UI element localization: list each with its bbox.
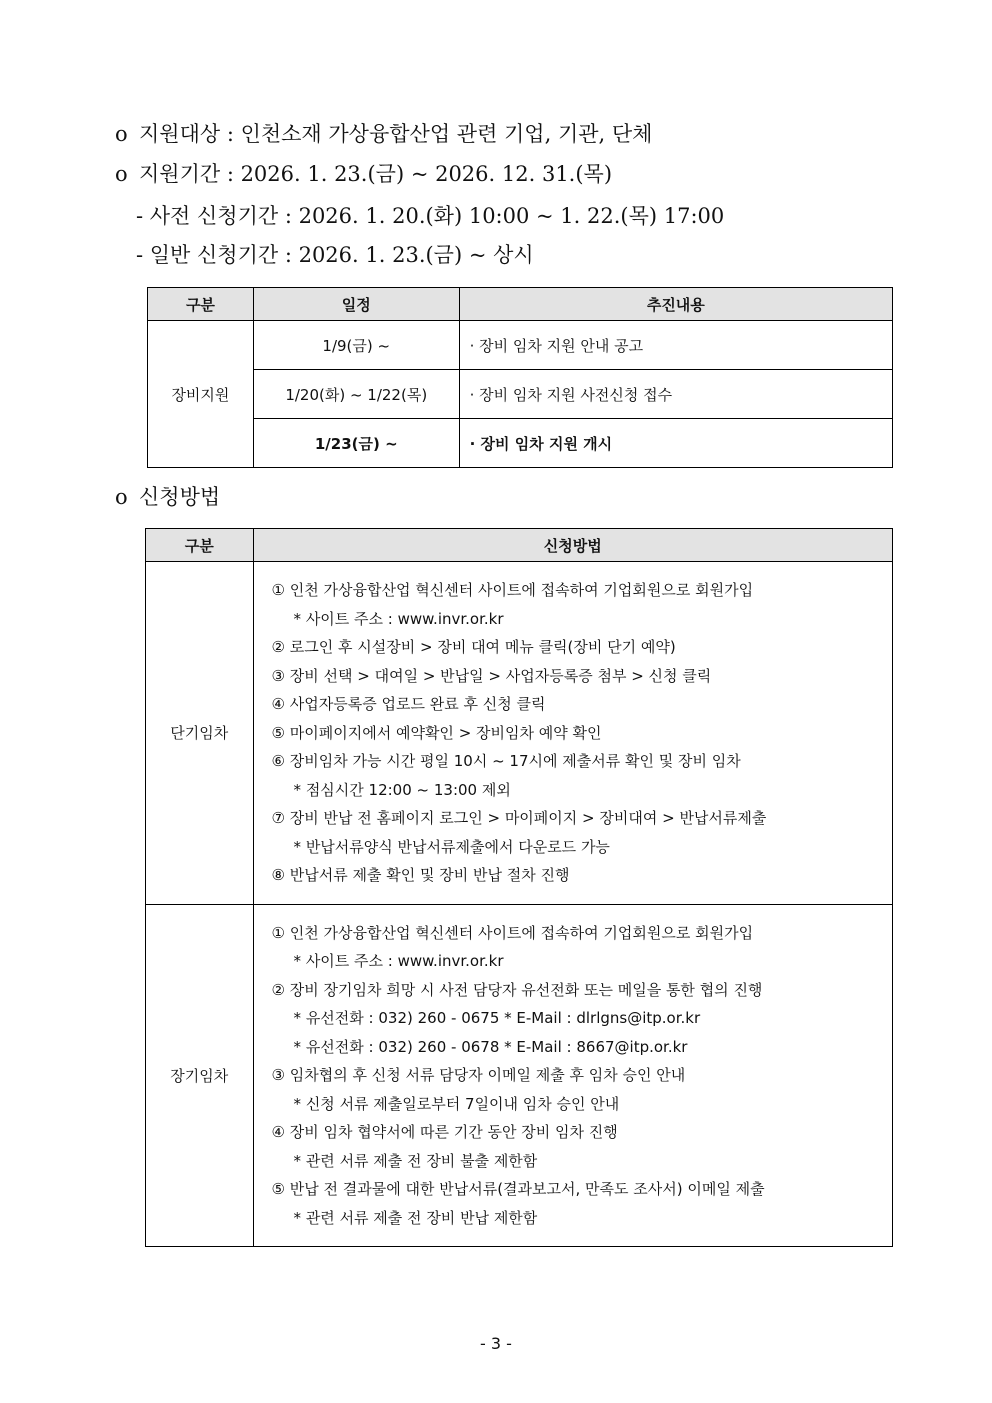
period-line xyxy=(115,158,612,188)
list-item-note: * 사이트 주소 : www.invr.or.kr xyxy=(293,952,504,970)
general-apply-period: - 일반 신청기간 : 2026. 1. 23.(금) ~ 상시 xyxy=(136,243,534,267)
schedule-date: 1/20(화) ~ 1/22(목) xyxy=(253,370,459,419)
method-header-row xyxy=(146,529,893,562)
list-item: ④ 사업자등록증 업로드 완료 후 신청 클릭 xyxy=(271,695,546,713)
list-item-note: * 관련 서류 제출 전 장비 불출 제한함 xyxy=(293,1151,538,1170)
schedule-header-row xyxy=(148,288,893,321)
bullet: o xyxy=(115,162,128,186)
long-term-row xyxy=(146,904,893,1247)
list-item: ③ 임차협의 후 신청 서류 담당자 이메일 제출 후 임차 승인 안내 xyxy=(271,1066,686,1084)
method-table xyxy=(145,528,893,1247)
list-item-note: * 사이트 주소 : www.invr.or.kr xyxy=(293,609,504,628)
header-method: 신청방법 xyxy=(253,529,892,562)
list-item-note: * 유선전화 : 032) 260 - 0675 * E-Mail : dlrlgns@itp.or.kr xyxy=(293,1009,701,1027)
schedule-content: · 장비 임차 지원 안내 공고 xyxy=(459,321,892,370)
list-item-note: * 관련 서류 제출 전 장비 반납 제한함 xyxy=(293,1208,538,1227)
long-term-label: 장기임차 xyxy=(146,904,254,1247)
list-item-note: * 신청 서류 제출일로부터 7일이내 임차 승인 안내 xyxy=(293,1094,620,1113)
period-text: 지원기간 : 2026. 1. 23.(금) ~ 2026. 12. 31.(목) xyxy=(139,162,613,186)
list-item-note: * 점심시간 12:00 ~ 13:00 제외 xyxy=(293,780,511,799)
page-number: - 3 - xyxy=(480,1334,512,1353)
table-row xyxy=(148,419,893,468)
schedule-content: · 장비 임차 지원 사전신청 접수 xyxy=(459,370,892,419)
list-item: ⑦ 장비 반납 전 홈페이지 로그인 > 마이페이지 > 장비대여 > 반납서류제출 xyxy=(271,809,767,827)
list-item: ① 인천 가상융합산업 혁신센터 사이트에 접속하여 기업회원으로 회원가입 xyxy=(271,923,754,942)
header-date: 일정 xyxy=(253,288,459,321)
list-item: ② 장비 장기임차 희망 시 사전 담당자 유선전화 또는 메일을 통한 협의 진행 xyxy=(271,980,763,999)
schedule-date: 1/23(금) ~ xyxy=(253,419,459,468)
short-term-label: 단기임차 xyxy=(146,562,254,905)
list-item: ① 인천 가상융합산업 혁신센터 사이트에 접속하여 기업회원으로 회원가입 xyxy=(271,581,754,599)
short-term-steps xyxy=(253,562,892,905)
bullet: o xyxy=(115,485,128,509)
schedule-date: 1/9(금) ~ xyxy=(253,321,459,370)
pre-apply-period: - 사전 신청기간 : 2026. 1. 20.(화) 10:00 ~ 1. 22.(목) 17:00 xyxy=(136,204,725,228)
header-category: 구분 xyxy=(146,529,254,562)
method-section-title xyxy=(115,481,220,511)
bullet: o xyxy=(115,122,128,146)
list-item: ② 로그인 후 시설장비 > 장비 대여 메뉴 클릭(장비 단기 예약) xyxy=(271,638,676,656)
list-item: ⑤ 마이페이지에서 예약확인 > 장비임차 예약 확인 xyxy=(271,723,602,742)
header-content: 추진내용 xyxy=(459,288,892,321)
table-row xyxy=(148,321,893,370)
list-item: ③ 장비 선택 > 대여일 > 반납일 > 사업자등록증 첨부 > 신청 클릭 xyxy=(271,666,712,685)
list-item: ④ 장비 임차 협약서에 따른 기간 동안 장비 임차 진행 xyxy=(271,1123,618,1141)
schedule-content: · 장비 임차 지원 개시 xyxy=(459,419,892,468)
list-item: ⑧ 반납서류 제출 확인 및 장비 반납 절차 진행 xyxy=(271,866,570,884)
list-item-note: * 반납서류양식 반납서류제출에서 다운로드 가능 xyxy=(293,837,610,856)
method-title-text: 신청방법 xyxy=(139,485,221,509)
schedule-table xyxy=(147,287,893,468)
list-item-note: * 유선전화 : 032) 260 - 0678 * E-Mail : 8667@itp.or.kr xyxy=(293,1037,688,1056)
target-line xyxy=(115,118,652,148)
header-category: 구분 xyxy=(148,288,254,321)
list-item: ⑤ 반납 전 결과물에 대한 반납서류(결과보고서, 만족도 조사서) 이메일 제출 xyxy=(271,1180,765,1198)
list-item: ⑥ 장비임차 가능 시간 평일 10시 ~ 17시에 제출서류 확인 및 장비 임차 xyxy=(271,752,741,770)
short-term-row xyxy=(146,562,893,905)
table-row xyxy=(148,370,893,419)
long-term-steps xyxy=(253,904,892,1247)
schedule-category: 장비지원 xyxy=(148,321,254,468)
target-text: 지원대상 : 인천소재 가상융합산업 관련 기업, 기관, 단체 xyxy=(139,122,653,146)
